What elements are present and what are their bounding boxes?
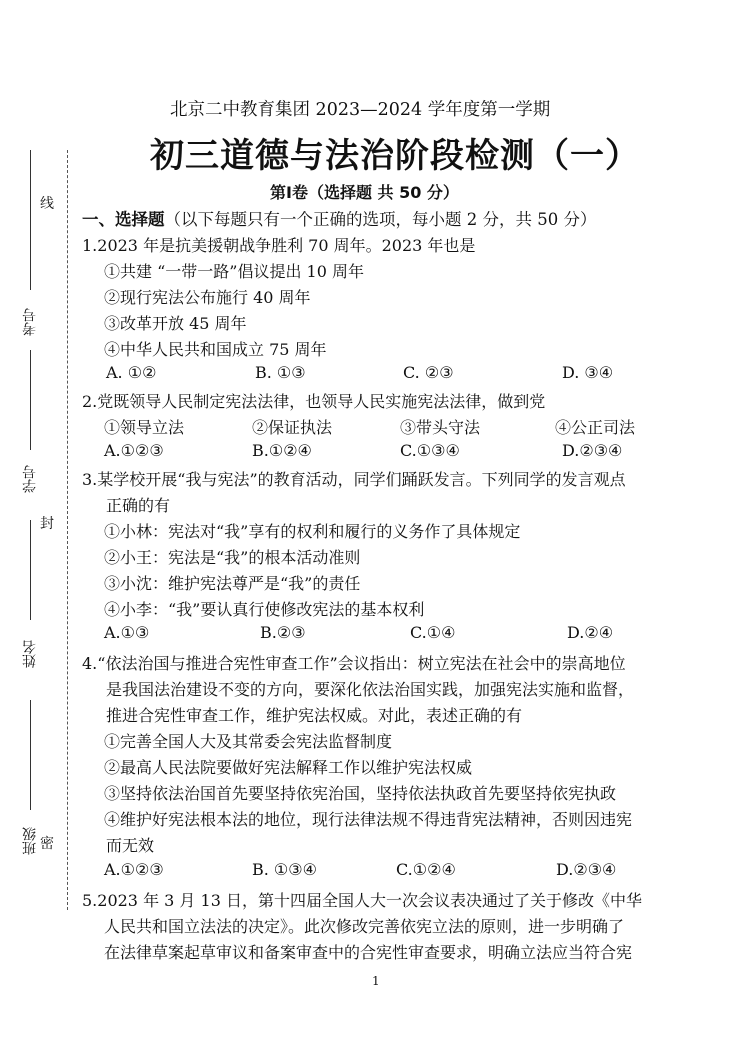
q4-stem-line-2: 是我国法治建设不变的方向，要深化依法治国实践，加强宪法实施和监督，: [106, 680, 635, 699]
q4-statement-4-cont: 而无效: [106, 836, 155, 855]
q2-statement-3: ③带头守法: [400, 418, 481, 437]
q5-stem-line-3: 在法律草案起草审议和备案审查中的合宪性审查要求，明确立法应当符合宪: [104, 943, 633, 962]
section-note: （以下每题只有一个正确的选项，每小题 2 分，共 50 分）: [164, 210, 597, 229]
binding-dashed-line: [67, 150, 68, 910]
banji-blank[interactable]: [30, 700, 31, 810]
binding-char-xian: 线: [40, 196, 54, 212]
q2-statement-1: ①领导立法: [104, 418, 185, 437]
q2-option-b[interactable]: B.①②④: [252, 441, 312, 460]
q2-stem-line-1: 2.党既领导人民制定宪法法律，也领导人民实施宪法法律，做到党: [82, 392, 546, 411]
paper-subtitle: 第Ⅰ卷（选择题 共 50 分）: [270, 183, 459, 202]
binding-char-mi: 密: [40, 836, 54, 852]
q3-statement-3: ③小沈：维护宪法尊严是“我”的责任: [104, 574, 361, 593]
q3-option-a[interactable]: A.①③: [104, 623, 150, 642]
q1-option-a[interactable]: A. ①②: [106, 363, 157, 382]
section-title: 一、选择题: [82, 210, 165, 229]
q3-option-c[interactable]: C.①④: [410, 623, 456, 642]
q4-option-b[interactable]: B. ①③④: [252, 860, 317, 879]
q4-statement-3: ③坚持依法治国首先要坚持依宪治国，坚持依法执政首先要坚持依宪执政: [104, 784, 617, 803]
q1-statement-2: ②现行宪法公布施行 40 周年: [104, 288, 311, 307]
q5-stem-line-2: 人民共和国立法法的决定》。此次修改完善依宪立法的原则，进一步明确了: [104, 917, 625, 936]
q4-statement-1: ①完善全国人大及其常委会宪法监督制度: [104, 732, 393, 751]
label-xingming: 姓名: [22, 640, 38, 668]
q3-statement-1: ①小林：宪法对“我”享有的权利和履行的义务作了具体规定: [104, 522, 521, 541]
org-line: 北京二中教育集团 2023—2024 学年度第一学期: [170, 100, 551, 120]
q4-option-c[interactable]: C.①②④: [396, 860, 456, 879]
q4-option-a[interactable]: A.①②③: [104, 860, 164, 879]
q1-stem-line-1: 1.2023 年是抗美援朝战争胜利 70 周年。2023 年也是: [82, 236, 476, 255]
page-title: 初三道德与法治阶段检测（一）: [150, 136, 640, 176]
q1-option-d[interactable]: D. ③④: [562, 363, 614, 382]
q4-stem-line-1: 4.“依法治国与推进合宪性审查工作”会议指出：树立宪法在社会中的崇高地位: [82, 654, 626, 673]
section-heading: [82, 206, 596, 230]
q5-stem-line-1: 5.2023 年 3 月 13 日，第十四届全国人大一次会议表决通过了关于修改《中华: [82, 891, 642, 910]
q1-statement-1: ①共建 “一带一路”倡议提出 10 周年: [104, 262, 364, 281]
label-xuehao: 学号: [22, 465, 38, 493]
q4-option-d[interactable]: D.②③④: [556, 860, 617, 879]
q3-statement-4: ④小李：“我”要认真行使修改宪法的基本权利: [104, 600, 425, 619]
q4-stem-line-3: 推进合宪性审查工作，维护宪法权威。对此，表述正确的有: [106, 706, 523, 725]
q3-option-b[interactable]: B.②③: [260, 623, 306, 642]
page-number: 1: [372, 974, 380, 988]
q2-statement-2: ②保证执法: [252, 418, 333, 437]
q1-option-b[interactable]: B. ①③: [255, 363, 306, 382]
q4-statement-4: ④维护好宪法根本法的地位，现行法律法规不得违背宪法精神，否则因违宪: [104, 810, 633, 829]
kaohao-blank[interactable]: [30, 150, 31, 290]
binding-char-feng: 封: [40, 516, 54, 532]
q1-statement-3: ③改革开放 45 周年: [104, 314, 247, 333]
xuehao-blank[interactable]: [30, 350, 31, 450]
q4-statement-2: ②最高人民法院要做好宪法解释工作以维护宪法权威: [104, 758, 473, 777]
q2-option-d[interactable]: D.②③④: [562, 441, 623, 460]
q2-statement-4: ④公正司法: [555, 418, 636, 437]
label-banji: 班级: [22, 827, 38, 855]
xingming-blank[interactable]: [30, 520, 31, 620]
q3-statement-2: ②小王：宪法是“我”的根本活动准则: [104, 548, 361, 567]
q1-statement-4: ④中华人民共和国成立 75 周年: [104, 340, 327, 359]
q3-stem-line-2: 正确的有: [106, 496, 171, 515]
q1-option-c[interactable]: C. ②③: [403, 363, 454, 382]
q2-option-a[interactable]: A.①②③: [104, 441, 164, 460]
q2-option-c[interactable]: C.①③④: [400, 441, 460, 460]
label-kaohao: 考号: [22, 308, 38, 336]
q3-stem-line-1: 3.某学校开展“我与宪法”的教育活动，同学们踊跃发言。下列同学的发言观点: [82, 470, 626, 489]
q3-option-d[interactable]: D.②④: [567, 623, 614, 642]
